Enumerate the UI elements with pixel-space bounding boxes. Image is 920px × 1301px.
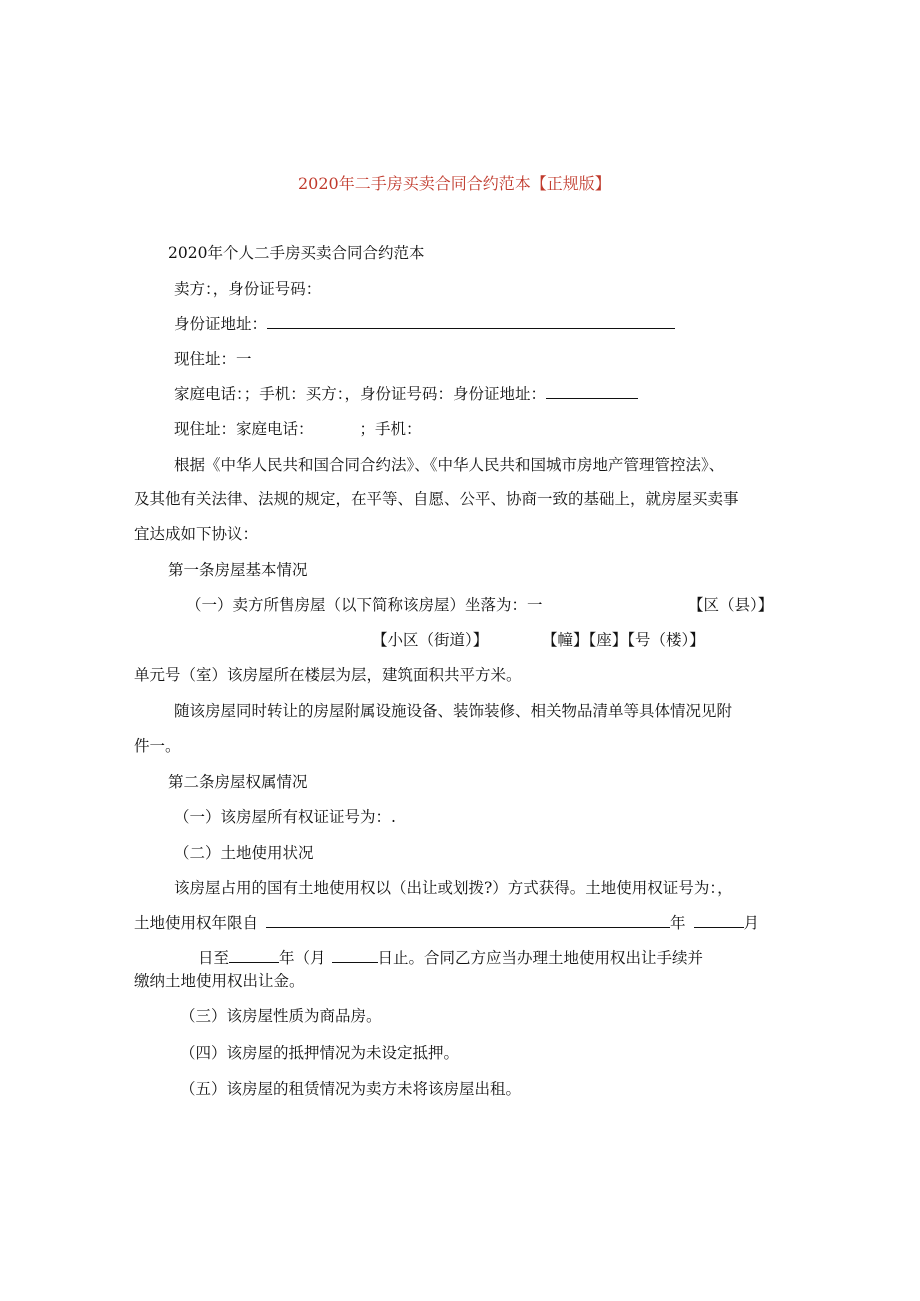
seller-line: 卖方：，身份证号码： (174, 280, 322, 298)
buyer-id-address-blank (546, 384, 638, 399)
buyer-contact-a: 现住址：家庭电话： (174, 420, 314, 438)
article-2-item-4: （四）该房屋的抵押情况为未设定抵押。 (180, 1044, 460, 1062)
intro-line-2: 及其他有关法律、法规的规定，在平等、自愿、公平、协商一致的基础上，就房屋买卖事 (134, 490, 739, 508)
phone-buyer-line (174, 384, 638, 404)
document-title: 2020年二手房买卖合同合约范本【正规版】 (298, 174, 611, 193)
intro-line-1: 根据《中华人民共和国合同合约法》、《中华人民共和国城市房地产管理管控法》、 (174, 456, 725, 474)
article-1-attachment-2: 件一。 (134, 737, 181, 755)
land-term-day-blank (332, 948, 378, 963)
id-address-label: 身份证地址： (174, 315, 268, 333)
article-2-land-1: 该房屋占用的国有土地使用权以（出让或划拨?）方式获得。土地使用权证号为：， (174, 879, 733, 897)
land-term-month: 月 (743, 914, 760, 932)
land-term-from: 土地使用权年限自 (134, 914, 259, 932)
land-term-to: 日至 (198, 949, 230, 967)
land-term-month-blank (694, 913, 744, 928)
article-1-location: （一）卖方所售房屋（以下简称该房屋）坐落为：一 (186, 596, 543, 614)
id-address-blank (267, 314, 675, 329)
id-address-line (174, 314, 675, 334)
article-2-land-4: 缴纳土地使用权出让金。 (134, 972, 305, 990)
article-1-building: 【幢】【座】【号（楼）】 (542, 631, 705, 649)
article-1-district: 【区（县）】 (688, 596, 774, 614)
article-2-item-1: （一）该房屋所有权证证号为：. (174, 808, 396, 826)
land-term-year2-blank (229, 948, 279, 963)
article-2-land-3 (198, 948, 703, 968)
land-term-blank (266, 913, 670, 928)
article-1-title: 第一条房屋基本情况 (168, 561, 308, 579)
current-address-line: 现住址：一 (174, 350, 252, 368)
contract-subtitle: 2020年个人二手房买卖合同合约范本 (168, 244, 425, 262)
intro-line-3: 宜达成如下协议： (134, 525, 259, 543)
article-2-land-2 (134, 913, 759, 933)
article-2-item-3: （三）该房屋性质为商品房。 (180, 1007, 382, 1025)
land-term-end: 日止。合同乙方应当办理土地使用权出让手续并 (377, 949, 704, 967)
land-term-year: 年 (670, 914, 686, 932)
buyer-contact-b: ；手机： (359, 420, 422, 438)
phone-buyer-text: 家庭电话：；手机：买方：，身份证号码：身份证地址： (174, 385, 547, 403)
article-2-item-5: （五）该房屋的租赁情况为卖方未将该房屋出租。 (180, 1080, 522, 1098)
land-term-year2: 年（月 (279, 949, 326, 967)
article-2-item-2: （二）土地使用状况 (174, 844, 314, 862)
article-2-title: 第二条房屋权属情况 (168, 773, 308, 791)
article-1-community: 【小区（街道）】 (372, 631, 489, 649)
buyer-contact-line (174, 419, 422, 439)
article-1-unit: 单元号（室）该房屋所在楼层为层，建筑面积共平方米。 (134, 666, 522, 684)
article-1-attachment-1: 随该房屋同时转让的房屋附属设施设备、装饰装修、相关物品清单等具体情况见附 (174, 702, 733, 720)
